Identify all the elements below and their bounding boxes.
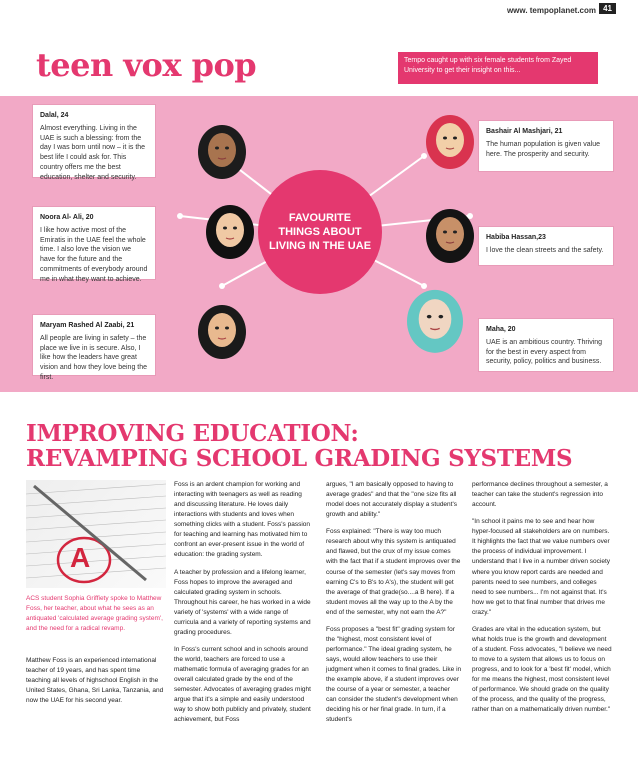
vox-card-maryam — [32, 314, 156, 381]
avatar-bashair — [420, 110, 480, 170]
vox-card-habiba — [478, 226, 614, 266]
article-title-line1: IMPROVING EDUCATION: — [26, 420, 359, 447]
article-paragraph: Matthew Foss is an experienced international teacher of 19 years, and has spent time teaching all levels of highschool English in the United States, Ghana, Sri Lanka, Tanzania, and now the UAE for his second year. — [26, 657, 164, 705]
vox-pop-title: teen vox pop — [36, 46, 257, 84]
article-column-2 — [174, 480, 314, 732]
avatar-habiba — [420, 204, 480, 264]
vox-name: Bashair Al Mashjari, 21 — [486, 128, 563, 135]
article-image-caption: ACS student Sophia Griffiety spoke to Matthew Foss, her teacher, about what he sees as an antiquated 'calculated average grading system', and the need for a radical revamp. — [26, 595, 163, 633]
vox-name: Noora Al- Ali, 20 — [40, 214, 94, 221]
article-paragraph: performance declines throughout a semester, a teacher can take the student's regression into account. — [472, 481, 608, 509]
article-paragraph: "In school it pains me to see and hear how hyper-focused all stakeholders are on numbers. It highlights the fact that we value numbers over the process of individual improvement. I understand that I live in a number driven society where you know report cards are needed and parents need to see numbers, and colleges need to see numbers... I'm not against that. It's how we get to that final number that drives me crazy." — [472, 518, 611, 616]
vox-name: Dalal, 24 — [40, 112, 69, 119]
center-topic-circle — [258, 170, 382, 294]
article-paragraph: Foss proposes a "best fit" grading system for the "highest, most consistent level of performance." The ideal grading system, he says, would allow teachers to use their judgment when it comes to final grades. Like in the example above, if a student improves over the course of a year or semester, a teacher can consider the student's development when deciding his or her final grade. In turn, if a student's — [326, 625, 462, 724]
article-paragraph: Grades are vital in the education system, but what holds true is the growth and development of a student. Foss advocates, "I believe we need to move to a system that allows us to focus on progress, and to look for a 'best fit' model, which for me means the highest, most consistent level of performance. We should grade on the quality of the process, and the quality of the progress, rather than on a mathematically driven number." — [472, 625, 612, 714]
graded-paper-illustration — [26, 480, 166, 588]
article-paragraph: A teacher by profession and a lifelong learner, Foss hopes to improve the averaged and calculated grading system in schools. Throughout his career, he has worked in a wide variety of 'systems' with a wide range of curricula and a variety of reporting systems and grading procedures. — [174, 568, 311, 636]
article-paragraph: argues, "I am basically opposed to having to average grades" and that the "one size fits all model does not accurately display a student's growth and ability." — [326, 481, 457, 519]
article-paragraph: Foss is an ardent champion for working and interacting with teenagers as well as reading and discussing literature. He loves daily interactions with students and loves when something clicks with a student. Foss's passion for teaching and learning has motivated him to confront an ever-present issue in the world of education: the grading system. — [174, 481, 310, 559]
vox-card-dalal — [32, 104, 156, 181]
center-topic-label: FAVOURITE THINGS ABOUT LIVING IN THE UAE — [268, 211, 372, 253]
vox-name: Maha, 20 — [486, 326, 516, 333]
article-paragraph: Foss explained: "There is way too much research about why this system is antiquated and flawed, but the crux of my issue comes with the fact that if a student improves over the course of the semester (let's say moves from earning C's to B's to A's), the student will get the average of that grade(so....a B here). If a student moves all the way up to the A by the end of the semester, why not earn the A?" — [326, 528, 461, 616]
article-column-3 — [326, 480, 462, 732]
graded-paper-image — [26, 480, 166, 588]
vox-quote: The human population is given value here. The prosperity and security. — [486, 140, 601, 158]
vox-quote: I like how active most of the Emiratis in the UAE feel the whole time. I also love the vision we have for the future and the commitments of everybody around me in what they want to achieve. — [40, 226, 148, 283]
vox-quote: Almost everything. Living in the UAE is such a blessing: from the day I was born until now – it is the best life I could ask for. This country offers me the best education, shelter and security. — [40, 124, 146, 181]
vox-name: Habiba Hassan,23 — [486, 234, 546, 241]
avatar-noora — [200, 200, 260, 260]
avatar-maryam — [192, 300, 252, 360]
avatar-maha — [400, 284, 470, 354]
vox-pop-intro: Tempo caught up with six female students from Zayed University to get their insight on this... — [398, 52, 598, 84]
vox-card-bashair — [478, 120, 614, 172]
article-intro — [26, 656, 166, 713]
article-title-line2: REVAMPING SCHOOL GRADING SYSTEMS — [26, 444, 573, 472]
vox-quote: All people are living in safety – the place we live in is secure. Also, I like how the leaders have great vision and how they love being the first. — [40, 334, 148, 381]
article-paragraph: In Foss's current school and in schools around the world, teachers are forced to use a mathematic formula of averaging grades for an overall calculated grade by the end of the semester. Advocates of averaging grades might argue that it's a simple and easily understood way to show both publicly and privately, student achievement, but Foss — [174, 645, 311, 724]
vox-name: Maryam Rashed Al Zaabi, 21 — [40, 322, 135, 329]
avatar-dalal — [192, 120, 252, 180]
article-column-4 — [472, 480, 612, 722]
vox-quote: I love the clean streets and the safety. — [486, 246, 604, 254]
vox-quote: UAE is an ambitious country. Thriving for the best in every aspect from security, policy, politics and business. — [486, 338, 603, 366]
header-url[interactable]: www. tempoplanet.com — [506, 6, 596, 15]
article-title — [26, 422, 572, 471]
vox-card-noora — [32, 206, 156, 283]
page-number: 41 — [599, 3, 616, 14]
vox-card-maha — [478, 318, 614, 372]
grade-mark: A — [70, 542, 91, 573]
